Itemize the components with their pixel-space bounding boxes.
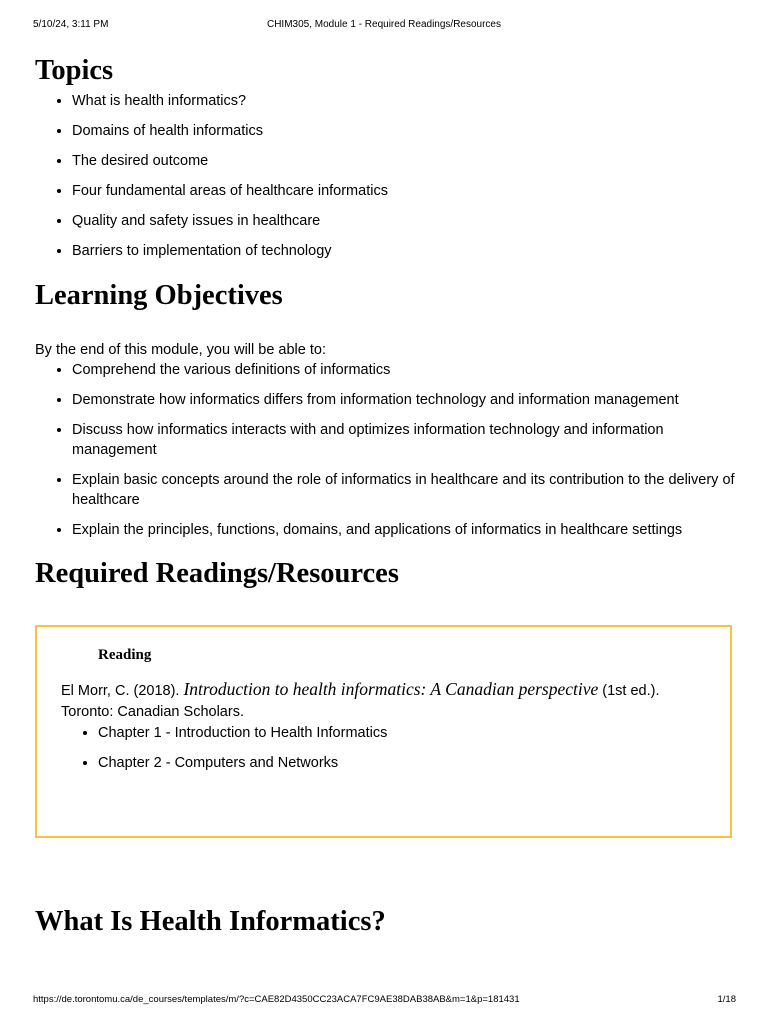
list-item: • Four fundamental areas of healthcare informatics	[72, 181, 735, 201]
list-item: • Explain basic concepts around the role of informatics in healthcare and its contribution to the delivery of healthcare	[72, 470, 735, 510]
print-url: https://de.torontomu.ca/de_courses/templates/m/?c=CAE82D4350CC23ACA7FC9AE38DAB38AB&m=1&p=181431	[33, 994, 520, 1005]
topics-list	[35, 91, 735, 261]
topics-heading: Topics	[35, 55, 114, 86]
objectives-intro: By the end of this module, you will be able to:	[35, 342, 326, 358]
required-readings-heading: Required Readings/Resources	[35, 558, 399, 589]
list-item: • Quality and safety issues in healthcare	[72, 211, 735, 231]
list-item: • Domains of health informatics	[72, 121, 735, 141]
reading-label: Reading	[98, 647, 152, 663]
list-item: • Chapter 2 - Computers and Networks	[98, 753, 706, 773]
page-number: 1/18	[717, 994, 736, 1005]
list-item: • The desired outcome	[72, 151, 735, 171]
chapter-list	[61, 723, 706, 773]
print-datetime: 5/10/24, 3:11 PM	[33, 19, 109, 30]
list-item: • Explain the principles, functions, domains, and applications of informatics in healthcare settings	[72, 520, 735, 540]
module-content	[35, 48, 735, 838]
reading-box	[35, 625, 732, 838]
list-item: • Demonstrate how informatics differs from information technology and information management	[72, 390, 735, 410]
book-title: Introduction to health informatics: A Canadian perspective	[183, 679, 599, 699]
list-item: • Chapter 1 - Introduction to Health Informatics	[98, 723, 706, 743]
next-section	[35, 902, 386, 942]
list-item: • Barriers to implementation of technology	[72, 241, 735, 261]
reading-citation	[61, 679, 706, 723]
what-is-health-informatics-heading: What Is Health Informatics?	[35, 906, 386, 937]
list-item: • What is health informatics?	[72, 91, 735, 111]
print-header	[33, 18, 735, 32]
citation-edition-publisher: (1st ed.). Toronto: Canadian Scholars.	[61, 683, 660, 720]
list-item: • Discuss how informatics interacts with and optimizes information technology and information management	[72, 420, 735, 460]
citation-author: El Morr, C. (2018).	[61, 683, 184, 699]
print-page-title: CHIM305, Module 1 - Required Readings/Resources	[266, 19, 501, 30]
objectives-list	[35, 360, 735, 540]
learning-objectives-heading: Learning Objectives	[35, 280, 283, 311]
list-item: • Comprehend the various definitions of informatics	[72, 360, 735, 380]
print-footer	[33, 993, 736, 1007]
